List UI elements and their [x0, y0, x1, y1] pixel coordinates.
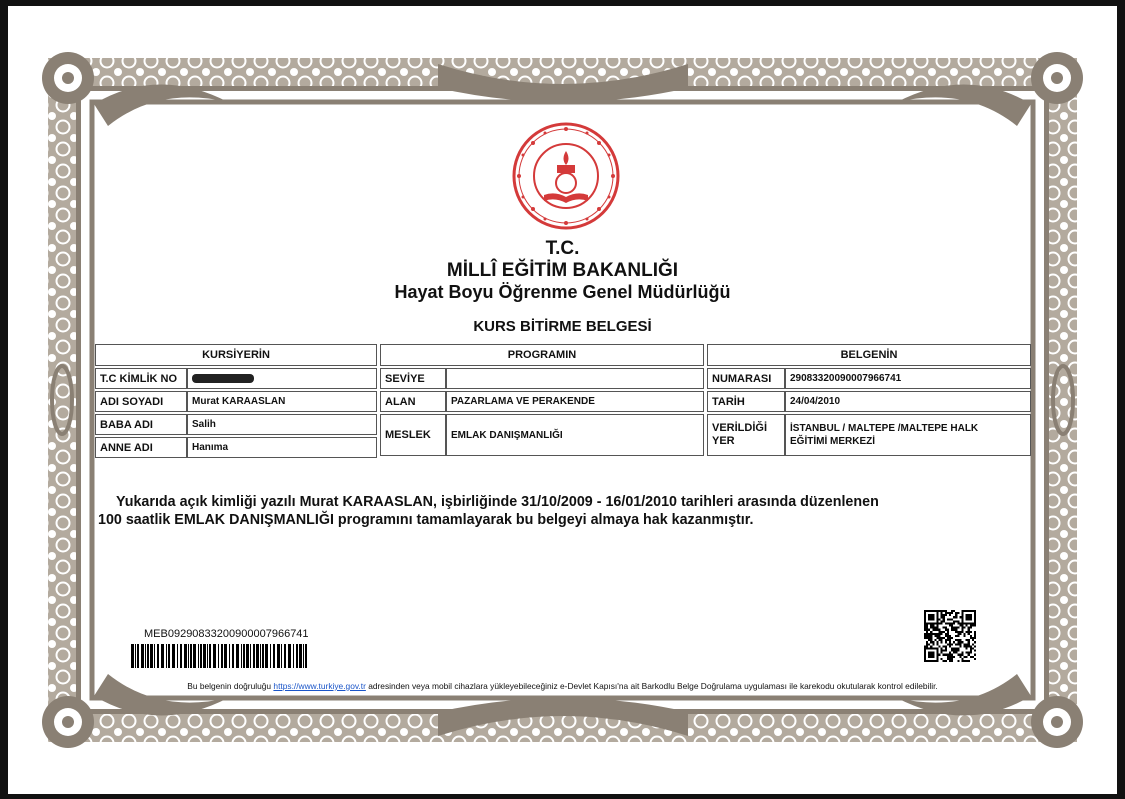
number-value: 29083320090007966741: [785, 368, 1031, 389]
document-title: KURS BİTİRME BELGESİ: [473, 318, 652, 335]
program-table: [380, 342, 704, 458]
verification-note-after: adresinden veya mobil cihazlara yükleyebileceğiniz e-Devlet Kapısı'na ait Barkodlu Belge Doğrulama uygulaması ile karekodu okutularak kontrol edilebilir.: [365, 681, 938, 691]
barcode-icon: [131, 644, 309, 668]
table-row: [707, 414, 1031, 456]
statement-line-2: 100 saatlik EMLAK DANIŞMANLIĞI programını tamamlayarak bu belgeyi almaya hak kazanmıştır.: [98, 512, 754, 528]
issue-place-value-line2: EĞİTİMİ MERKEZİ: [790, 436, 875, 447]
area-value: PAZARLAMA VE PERAKENDE: [446, 391, 704, 412]
table-row: [95, 437, 377, 458]
profession-value: EMLAK DANIŞMANLIĞI: [446, 414, 704, 456]
issue-place-label-line2: YER: [712, 435, 735, 447]
table-row: [380, 391, 704, 412]
trainee-table: [95, 342, 377, 460]
department-name: Hayat Boyu Öğrenme Genel Müdürlüğü: [394, 282, 731, 302]
qr-code-icon: [924, 610, 976, 662]
ministry-seal-icon: [511, 121, 621, 231]
profession-label: MESLEK: [380, 414, 446, 456]
issue-place-label-line1: VERİLDİĞİ: [712, 422, 768, 434]
certificate-info-title: BELGENİN: [707, 344, 1031, 366]
table-row: [707, 368, 1031, 389]
level-label: SEVİYE: [380, 368, 446, 389]
table-row: [707, 391, 1031, 412]
level-value: [446, 368, 704, 389]
turkiye-gov-link[interactable]: https://www.turkiye.gov.tr: [273, 681, 366, 691]
barcode-number: MEB09290833200900007966741: [144, 628, 309, 640]
certificate-statement: [98, 493, 1058, 529]
table-row: [95, 368, 377, 389]
area-label: ALAN: [380, 391, 446, 412]
program-table-title: PROGRAMIN: [380, 344, 704, 366]
name-value: Murat KARAASLAN: [187, 391, 377, 412]
name-label: ADI SOYADI: [95, 391, 187, 412]
father-name-label: BABA ADI: [95, 414, 187, 435]
issue-place-label: [707, 414, 785, 456]
table-row: [380, 414, 704, 456]
certificate-page: [8, 6, 1117, 794]
mother-name-value: Hanıma: [187, 437, 377, 458]
table-row: [95, 414, 377, 435]
ministry-name: MİLLÎ EĞİTİM BAKANLIĞI: [446, 260, 679, 281]
date-value: 24/04/2010: [785, 391, 1031, 412]
header-tc: T.C.: [545, 238, 580, 259]
table-row: [95, 391, 377, 412]
verification-note-before: Bu belgenin doğruluğu: [187, 681, 274, 691]
table-row: [380, 368, 704, 389]
number-label: NUMARASI: [707, 368, 785, 389]
verification-note: [8, 681, 1117, 691]
tc-id-label: T.C KİMLİK NO: [95, 368, 187, 389]
certificate-info-table: [707, 342, 1031, 458]
tc-id-value: [187, 368, 377, 389]
redaction-mark: [192, 374, 254, 383]
father-name-value: Salih: [187, 414, 377, 435]
mother-name-label: ANNE ADI: [95, 437, 187, 458]
statement-line-1: Yukarıda açık kimliği yazılı Murat KARAASLAN, işbirliğinde 31/10/2009 - 16/01/2010 tarihleri arasında düzenlenen: [116, 494, 879, 510]
issue-place-value-line1: İSTANBUL / MALTEPE /MALTEPE HALK: [790, 423, 979, 434]
date-label: TARİH: [707, 391, 785, 412]
issue-place-value: [785, 414, 1031, 456]
trainee-table-title: KURSİYERİN: [95, 344, 377, 366]
